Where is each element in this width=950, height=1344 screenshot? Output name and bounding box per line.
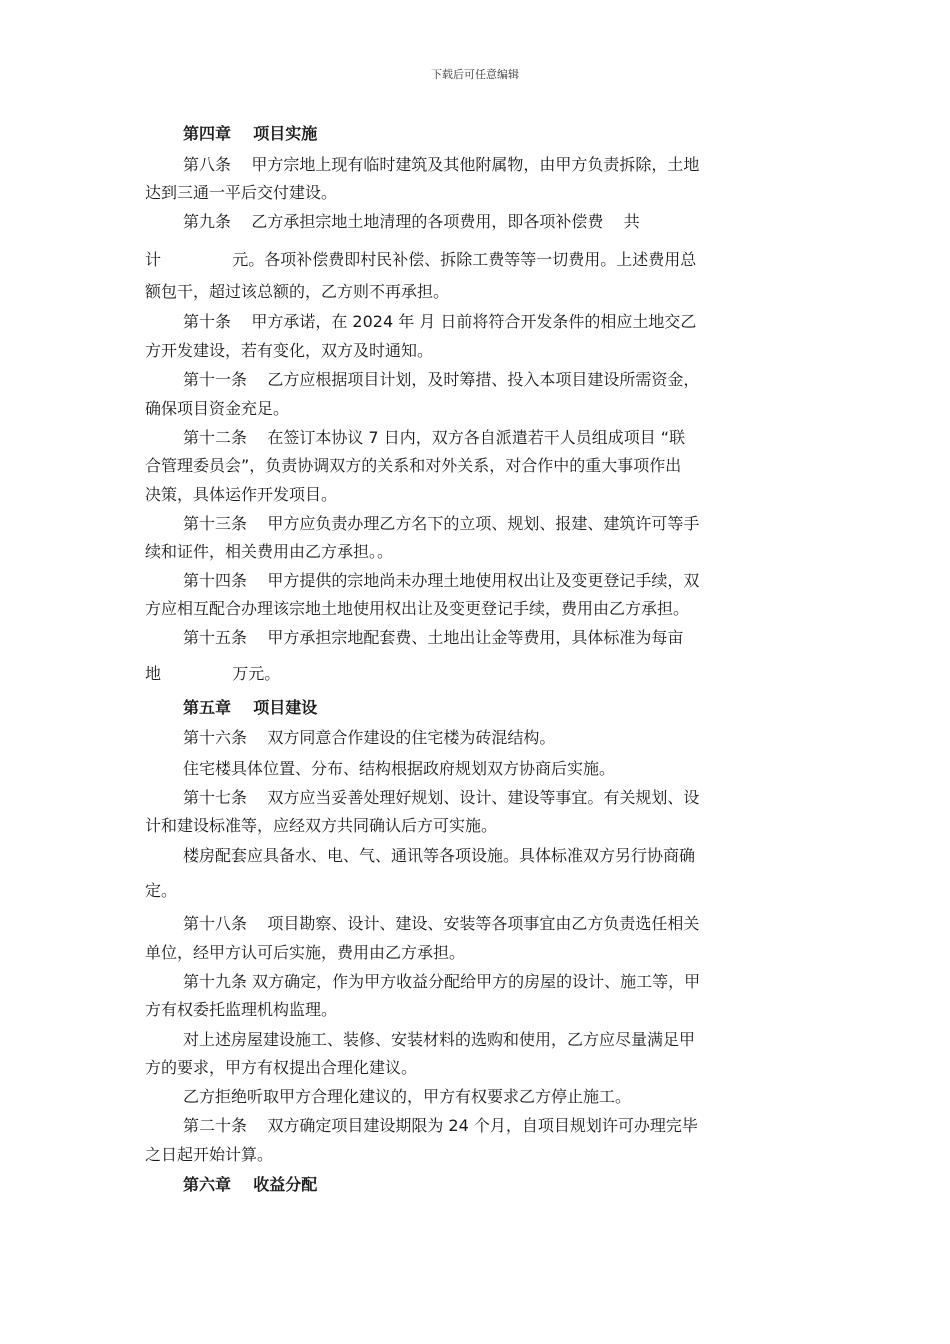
text-line: 合管理委员会”，负责协调双方的关系和对外关系，对合作中的重大事项作出	[145, 456, 682, 475]
text-line: 定。	[145, 881, 178, 900]
text-line: 楼房配套应具备水、电、气、通讯等各项设施。具体标准双方另行协商确	[183, 846, 696, 865]
text-line: 计和建设标准等，应经双方共同确认后方可实施。	[145, 816, 498, 835]
text-line: 第十七条 双方应当妥善处理好规划、设计、建设等事宜。有关规划、设	[183, 788, 700, 807]
text-line: 对上述房屋建设施工、装修、安装材料的选购和使用，乙方应尽量满足甲	[183, 1030, 696, 1049]
chapter-heading: 第六章 收益分配	[183, 1175, 318, 1194]
text-line: 第十八条 项目勘察、设计、建设、安装等各项事宜由乙方负责选任相关	[183, 914, 700, 933]
text-line: 第八条 甲方宗地上现有临时建筑及其他附属物，由甲方负责拆除，土地	[183, 155, 700, 174]
text-line: 第二十条 双方确定项目建设期限为 24 个月，自项目规划许可办理完毕	[183, 1116, 698, 1135]
text-line: 第十二条 在签订本协议 7 日内，双方各自派遣若干人员组成项目 “联	[183, 428, 686, 447]
text-line: 方开发建设，若有变化，双方及时通知。	[145, 341, 434, 360]
text-line: 确保项目资金充足。	[145, 399, 290, 418]
text-line: 续和证件，相关费用由乙方承担。。	[145, 542, 394, 561]
text-line: 达到三通一平后交付建设。	[145, 183, 338, 202]
text-line: 之日起开始计算。	[145, 1145, 274, 1164]
text-line: 第十六条 双方同意合作建设的住宅楼为砖混结构。	[183, 728, 556, 747]
text-line: 第十四条 甲方提供的宗地尚未办理土地使用权出让及变更登记手续，双	[183, 571, 700, 590]
text-line: 第十三条 甲方应负责办理乙方名下的立项、规划、报建、建筑许可等手	[183, 514, 700, 533]
text-line: 第九条 乙方承担宗地土地清理的各项费用，即各项补偿费 共	[183, 212, 640, 231]
text-line: 第十条 甲方承诺，在 2024 年 月 日前将符合开发条件的相应土地交乙	[183, 312, 697, 331]
chapter-heading: 第四章 项目实施	[183, 124, 318, 143]
text-line: 方的要求，甲方有权提出合理化建议。	[145, 1058, 418, 1077]
chapter-heading: 第五章 项目建设	[183, 698, 318, 717]
text-line: 决策，具体运作开发项目。	[145, 485, 338, 504]
text-line: 计 元。各项补偿费即村民补偿、拆除工费等等一切费用。上述费用总	[145, 250, 697, 269]
text-line: 第十一条 乙方应根据项目计划，及时筹措、投入本项目建设所需资金，	[183, 370, 700, 389]
page-header: 下载后可任意编辑	[431, 68, 519, 81]
text-line: 单位，经甲方认可后实施，费用由乙方承担。	[145, 943, 466, 962]
text-line: 第十五条 甲方承担宗地配套费、土地出让金等费用，具体标准为每亩	[183, 628, 684, 647]
text-line: 乙方拒绝听取甲方合理化建议的，甲方有权要求乙方停止施工。	[183, 1087, 632, 1106]
text-line: 额包干，超过该总额的，乙方则不再承担。	[145, 282, 450, 301]
text-line: 第十九条 双方确定，作为甲方收益分配给甲方的房屋的设计、施工等，甲	[183, 972, 701, 991]
text-line: 方应相互配合办理该宗地土地使用权出让及变更登记手续，费用由乙方承担。	[145, 599, 690, 618]
text-line: 地 万元。	[145, 664, 281, 683]
text-line: 方有权委托监理机构监理。	[145, 1000, 338, 1019]
text-line: 住宅楼具体位置、分布、结构根据政府规划双方协商后实施。	[183, 759, 616, 778]
